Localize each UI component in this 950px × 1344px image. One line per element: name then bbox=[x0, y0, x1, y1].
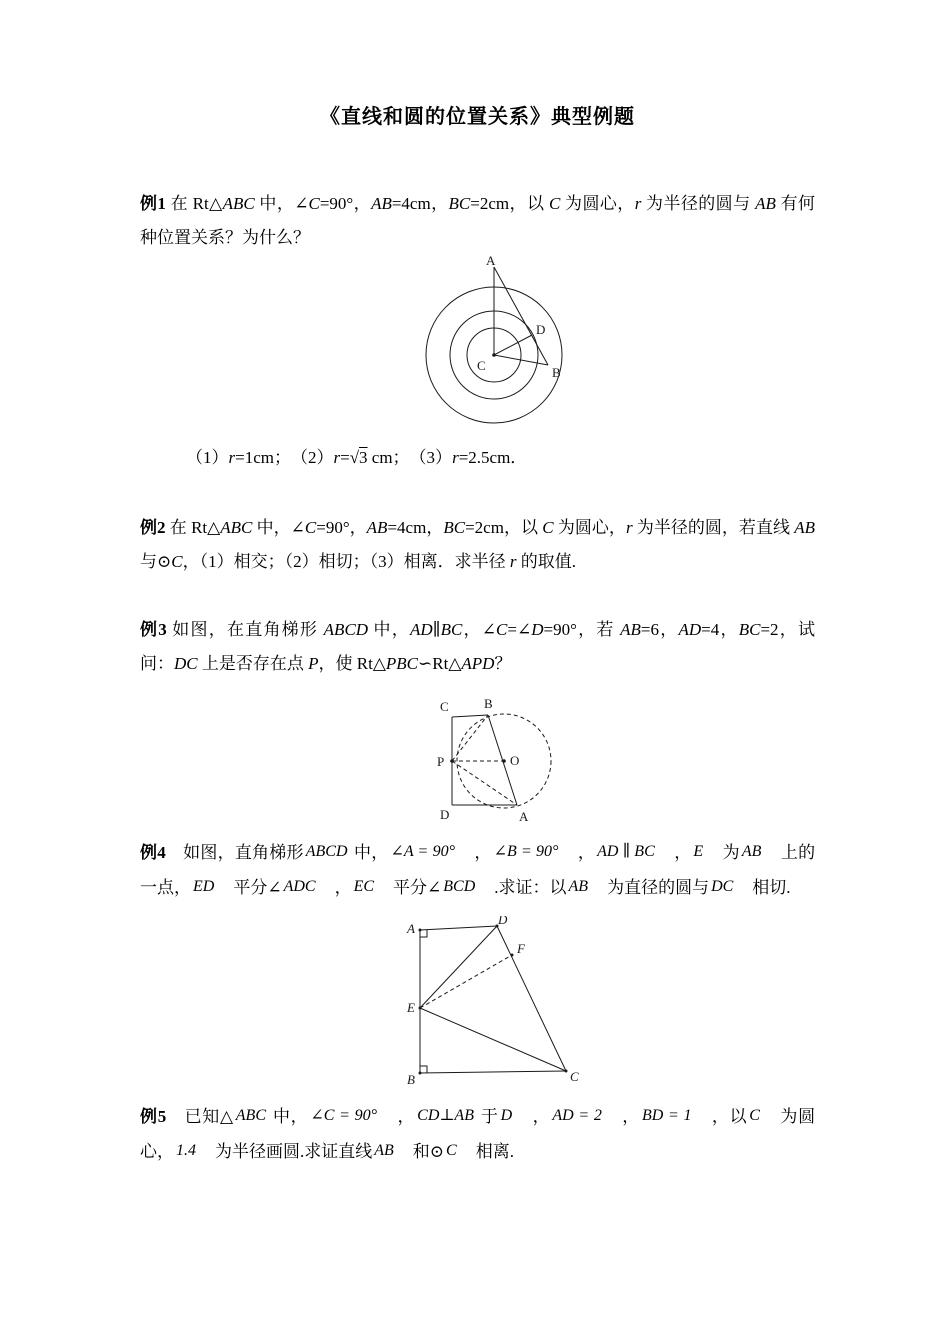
segment-BC bbox=[420, 1071, 566, 1073]
label-B: B bbox=[484, 696, 493, 711]
label-D: D bbox=[440, 807, 450, 822]
point-B-dot bbox=[419, 1072, 422, 1075]
problem-1-options: （1）r=1cm； （2）r=√3 cm； （3）r=2.5cm． bbox=[186, 448, 528, 467]
point-P-dot bbox=[450, 759, 454, 763]
problem-1-text: 例1 在 Rt△ABC 中，∠C=90°，AB=4cm，BC=2cm，以 C 为圆心，r 为半径的圆与 AB 有何种位置关系？为什么？ bbox=[140, 194, 816, 247]
point-C-dot bbox=[565, 1070, 568, 1073]
figure-3-svg bbox=[398, 916, 583, 1086]
segment-CD bbox=[494, 335, 532, 355]
label-A: A bbox=[407, 921, 415, 936]
problem-5-text: 例5 已知△ ABC 中， ∠C = 90° ， CD⊥AB 于 D ， AD = 2 ， BD = 1 ，以 C 为圆心， 1.4 为半径画圆.求证直线 AB 和⊙ C 相离. bbox=[140, 1107, 816, 1161]
label-A: A bbox=[486, 255, 496, 268]
point-A-dot bbox=[419, 929, 422, 932]
label-C: C bbox=[477, 358, 486, 373]
figure-2-svg bbox=[432, 695, 607, 830]
problem-4-text: 例4 如图，直角梯形 ABCD 中， ∠A = 90° ， ∠B = 90° ， AD ∥ BC ， E 为 AB 上的一点， ED 平分∠ ADC ， EC 平分∠ BCD .求证：以 AB 为直径的圆与 DC 相切. bbox=[140, 843, 816, 897]
page-title: 《直线和圆的位置关系》典型例题 bbox=[320, 106, 635, 128]
label-B: B bbox=[552, 365, 561, 380]
label-F: F bbox=[517, 941, 525, 956]
label-C: C bbox=[440, 699, 449, 714]
point-O-dot bbox=[502, 759, 506, 763]
label-O: O bbox=[510, 753, 520, 768]
point-E-dot bbox=[419, 1007, 422, 1010]
segment-ED bbox=[420, 926, 497, 1008]
dashed-EF bbox=[420, 955, 512, 1008]
label-A: A bbox=[519, 809, 529, 824]
problem-3-text: 例3 如图，在直角梯形 ABCD 中，AD∥BC，∠C=∠D=90°，若 AB=6，AD=4，BC=2，试问：DC 上是否存在点 P，使 Rt△PBC∽Rt△APD？ bbox=[140, 620, 816, 673]
figure-1-svg bbox=[422, 255, 622, 437]
point-F-dot bbox=[511, 954, 514, 957]
segment-EC bbox=[420, 1008, 566, 1071]
dashed-PB bbox=[452, 715, 488, 761]
segment-AD bbox=[420, 926, 497, 930]
problem-2-text: 例2 在 Rt△ABC 中，∠C=90°，AB=4cm，BC=2cm，以 C 为圆心，r 为半径的圆，若直线 AB 与⊙C，（1）相交；（2）相切；（3）相离．求半径 r 的取值. bbox=[140, 518, 816, 571]
label-E: E bbox=[407, 1000, 415, 1015]
figure-3-trapezoid bbox=[140, 916, 815, 1088]
label-D: D bbox=[536, 322, 546, 337]
point-C-dot bbox=[492, 353, 496, 357]
label-P: P bbox=[437, 754, 445, 769]
figure-1-circles-triangle bbox=[140, 255, 815, 437]
label-D: D bbox=[498, 916, 508, 927]
dashed-PA bbox=[452, 761, 517, 805]
figure-2-trapezoid-circle bbox=[140, 695, 815, 830]
label-B: B bbox=[407, 1072, 415, 1086]
segment-DC bbox=[497, 926, 566, 1071]
label-C: C bbox=[570, 1069, 579, 1084]
segment-CB bbox=[452, 715, 488, 717]
